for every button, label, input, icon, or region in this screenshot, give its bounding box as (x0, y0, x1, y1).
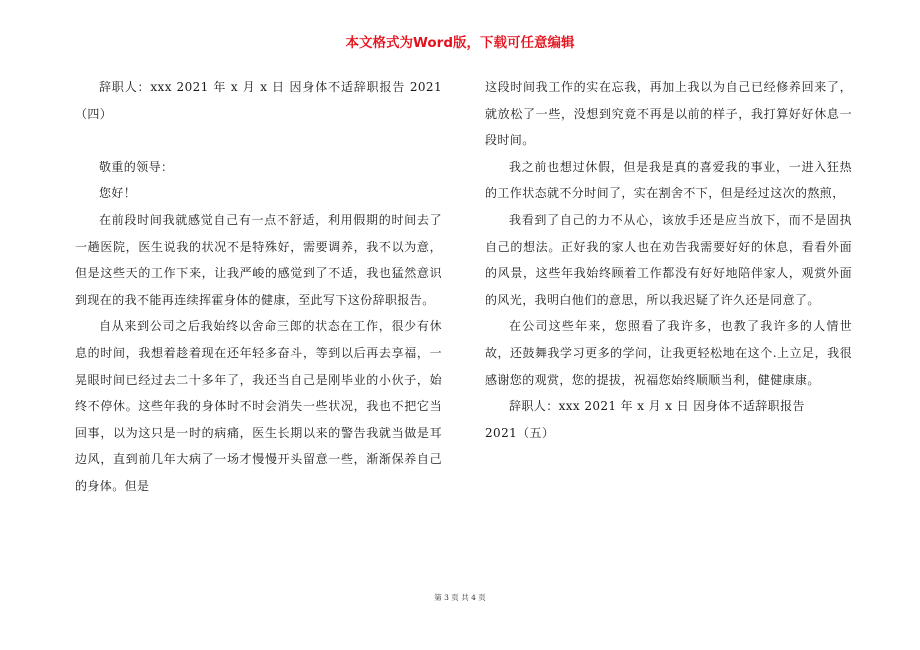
document-header-banner (0, 33, 920, 53)
right-section-heading: 2021（五） (485, 425, 555, 440)
right-paragraph-continued: 这段时间我工作的实在忘我，再加上我以为自己已经修养回来了，就放松了一些，没想到究竟不再是以前的样子，我打算好好休息一段时间。 (485, 80, 852, 148)
page-number-label: 第 3 页 共 4 页 (434, 593, 486, 602)
paragraph-spacer (75, 127, 442, 154)
left-paragraph-body-2: 自从来到公司之后我始终以舍命三郎的状态在工作，很少有休息的时间，我想着趁着现在还年轻多奋斗，等到以后再去享福，一晃眼时间已经过去二十多年了，我还当自己是刚毕业的小伙子，始终不停休。这些年我的身体时不时会消失一些状况，我也不把它当回事，以为这只是一时的病痛，医生长期以来的警告我就当做是耳边风，直到前几年大病了一场才慢慢开头留意一些，渐渐保养自己的身体。但是 (75, 319, 442, 493)
right-paragraph-body-1: 我之前也想过休假，但是我是真的喜爱我的事业，一进入狂热的工作状态就不分时间了，实在割舍不下，但是经过这次的熬煎， (485, 159, 852, 201)
salutation: 敬重的领导： (99, 159, 174, 174)
page-footer (0, 593, 920, 603)
right-paragraph-body-3: 在公司这些年来，您照看了我许多，也教了我许多的人情世故，还鼓舞我学习更多的学问，让我更轻松地在这个.上立足，我很感谢您的观赏，您的提拔，祝福您始终顺顺当利，健健康康。 (485, 319, 852, 387)
left-paragraph-body-1: 在前段时间我就感觉自己有一点不舒适，利用假期的时间去了一趟医院，医生说我的状况不是特殊好，需要调养，我不以为意，但是这些天的工作下来，让我严峻的感觉到了不适，我也猛然意识到现在的我不能再连续挥霍身体的健康，至此写下这份辞职报告。 (75, 212, 442, 307)
header-title: 本文格式为Word版，下载可任意编辑 (345, 35, 575, 51)
greeting: 您好！ (99, 186, 137, 201)
left-text-column (75, 74, 442, 500)
right-paragraph-body-2: 我看到了自己的力不从心，该放手还是应当放下，而不是固执自己的想法。正好我的家人也在劝告我需要好好的休息，看看外面的风景，这些年我始终顾着工作都没有好好地陪伴家人，观赏外面的风光，我明白他们的意思，所以我迟疑了许久还是同意了。 (485, 212, 852, 307)
left-paragraph-signature: 辞职人：xxx 2021 年 x 月 x 日 因身体不适辞职报告 2021（四） (75, 80, 442, 121)
right-text-column (485, 74, 852, 446)
right-paragraph-signature: 辞职人：xxx 2021 年 x 月 x 日 因身体不适辞职报告 (509, 399, 805, 414)
